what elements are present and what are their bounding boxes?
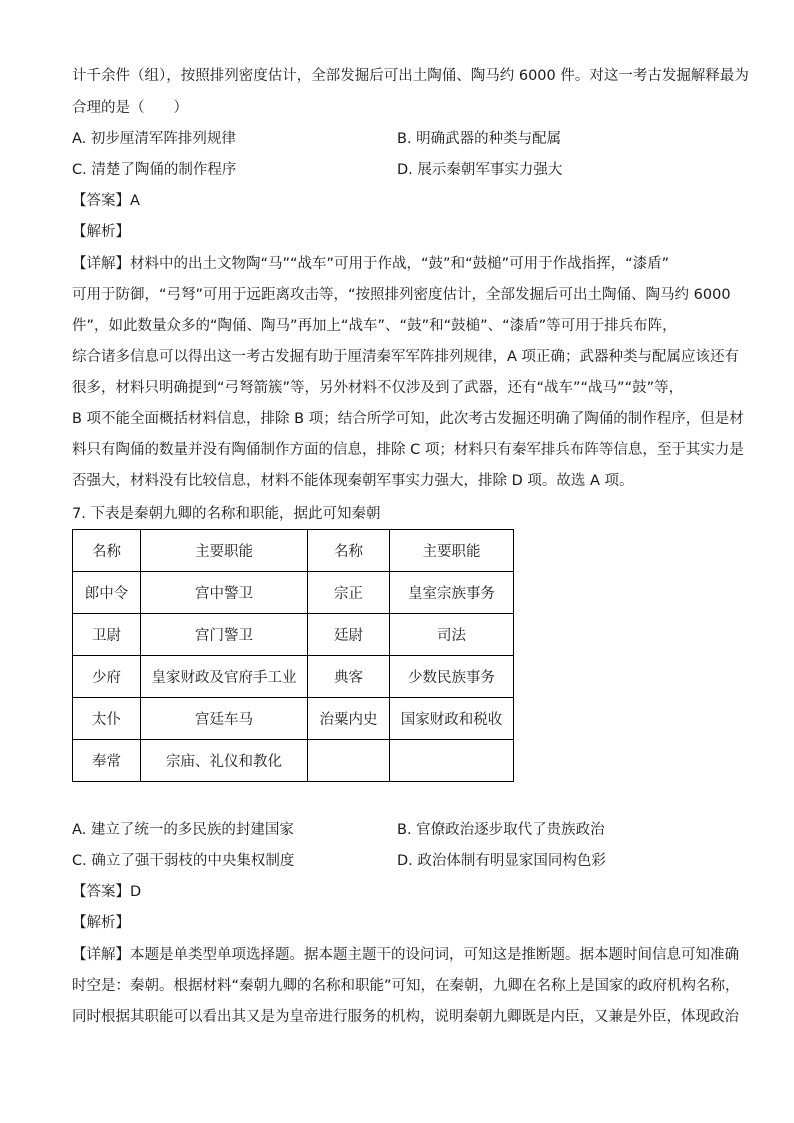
table-cell: 国家财政和税收: [390, 698, 514, 740]
table-header-cell: 名称: [73, 530, 141, 572]
q6-analysis-label: 【解析】: [72, 224, 130, 240]
table-cell: 皇家财政及官府手工业: [141, 656, 308, 698]
table-row: [73, 614, 514, 656]
q6-detail-line: 很多，材料只明确提到“弓弩箭簇”等，另外材料不仅涉及到了武器，还有“战车”“战马”“鼓”等，: [72, 380, 684, 396]
table-cell: 郎中令: [73, 572, 141, 614]
q7-detail-line: 同时根据其职能可以看出其又是为皇帝进行服务的机构，说明秦朝九卿既是内臣，又兼是外臣，体现政治: [72, 1009, 739, 1025]
table-cell: 典客: [308, 656, 390, 698]
q6-stem-line-1: 计千余件（组），按照排列密度估计，全部发掘后可出土陶俑、陶马约 6000 件。对这一考古发掘解释最为: [72, 68, 749, 84]
q6-detail-line: B 项不能全面概括材料信息，排除 B 项；结合所学可知，此次考古发掘还明确了陶俑的制作程序，但是材: [72, 411, 744, 427]
table-cell: 司法: [390, 614, 514, 656]
q6-detail-line: 【详解】材料中的出土文物陶“马”“战车”可用于作战，“鼓”和“鼓槌”可用于作战指挥，“漆盾”: [72, 256, 670, 272]
table-cell: 治粟内史: [308, 698, 390, 740]
q6-option-b: B. 明确武器的种类与配属: [397, 131, 562, 147]
table-cell: 廷尉: [308, 614, 390, 656]
table-row: [73, 572, 514, 614]
q7-detail-line: 时空是：秦朝。根据材料“秦朝九卿的名称和职能”可知，在秦朝，九卿在名称上是国家的政府机构名称，: [72, 978, 740, 994]
table-cell: 卫尉: [73, 614, 141, 656]
q7-analysis-label: 【解析】: [72, 915, 130, 931]
q7-detail-line: 【详解】本题是单类型单项选择题。据本题主题干的设问词，可知这是推断题。据本题时间信息可知准确: [72, 947, 739, 963]
q6-detail-line: 可用于防御，“弓弩”可用于远距离攻击等，“按照排列密度估计，全部发掘后可出土陶俑、陶马约 6000: [72, 287, 731, 303]
q7-stem: 7. 下表是秦朝九卿的名称和职能，据此可知秦朝: [72, 506, 381, 522]
q6-detail-line: 料只有陶俑的数量并没有陶俑制作方面的信息，排除 C 项；材料只有秦军排兵布阵等信息，至于其实力是: [72, 442, 744, 458]
q6-option-c: C. 清楚了陶俑的制作程序: [72, 162, 237, 178]
q6-detail-line: 综合诸多信息可以得出这一考古发掘有助于厘清秦军军阵排列规律，A 项正确；武器种类与配属应该还有: [72, 349, 740, 365]
table-cell: 宫门警卫: [141, 614, 308, 656]
table-header-cell: 主要职能: [141, 530, 308, 572]
q6-option-a: A. 初步厘清军阵排列规律: [72, 131, 236, 147]
table-header-cell: 主要职能: [390, 530, 514, 572]
table-row: [73, 656, 514, 698]
table-cell: 奉常: [73, 740, 141, 782]
table-cell: 宫中警卫: [141, 572, 308, 614]
table-cell: 少府: [73, 656, 141, 698]
table-cell: [308, 740, 390, 782]
table-row: [73, 740, 514, 782]
q6-answer: 【答案】A: [72, 193, 140, 209]
q7-option-b: B. 官僚政治逐步取代了贵族政治: [397, 822, 605, 838]
q6-detail-line: 件”，如此数量众多的“陶俑、陶马”再加上“战车”、“鼓”和“鼓槌”、“漆盾”等可用于排兵布阵，: [72, 318, 677, 334]
q7-detail-paragraph: [72, 940, 740, 1033]
ministers-table: [72, 529, 514, 782]
q6-stem-line-2: 合理的是（ ）: [72, 100, 188, 116]
table-cell: [390, 740, 514, 782]
table-cell: 太仆: [73, 698, 141, 740]
table-header-row: [73, 530, 514, 572]
table-cell: 少数民族事务: [390, 656, 514, 698]
table-cell: 皇室宗族事务: [390, 572, 514, 614]
table-row: [73, 698, 514, 740]
q6-detail-line: 否强大，材料没有比较信息，材料不能体现秦朝军事实力强大，排除 D 项。故选 A 项。: [72, 473, 634, 489]
table-header-cell: 名称: [308, 530, 390, 572]
q7-option-d: D. 政治体制有明显家国同构色彩: [397, 853, 606, 869]
table-cell: 宗庙、礼仪和教化: [141, 740, 308, 782]
q7-option-a: A. 建立了统一的多民族的封建国家: [72, 822, 294, 838]
table-cell: 宫廷车马: [141, 698, 308, 740]
table-cell: 宗正: [308, 572, 390, 614]
q7-option-c: C. 确立了强干弱枝的中央集权制度: [72, 853, 295, 869]
q7-answer: 【答案】D: [72, 884, 142, 900]
q6-detail-paragraph: [72, 249, 744, 497]
q6-option-d: D. 展示秦朝军事实力强大: [397, 162, 563, 178]
